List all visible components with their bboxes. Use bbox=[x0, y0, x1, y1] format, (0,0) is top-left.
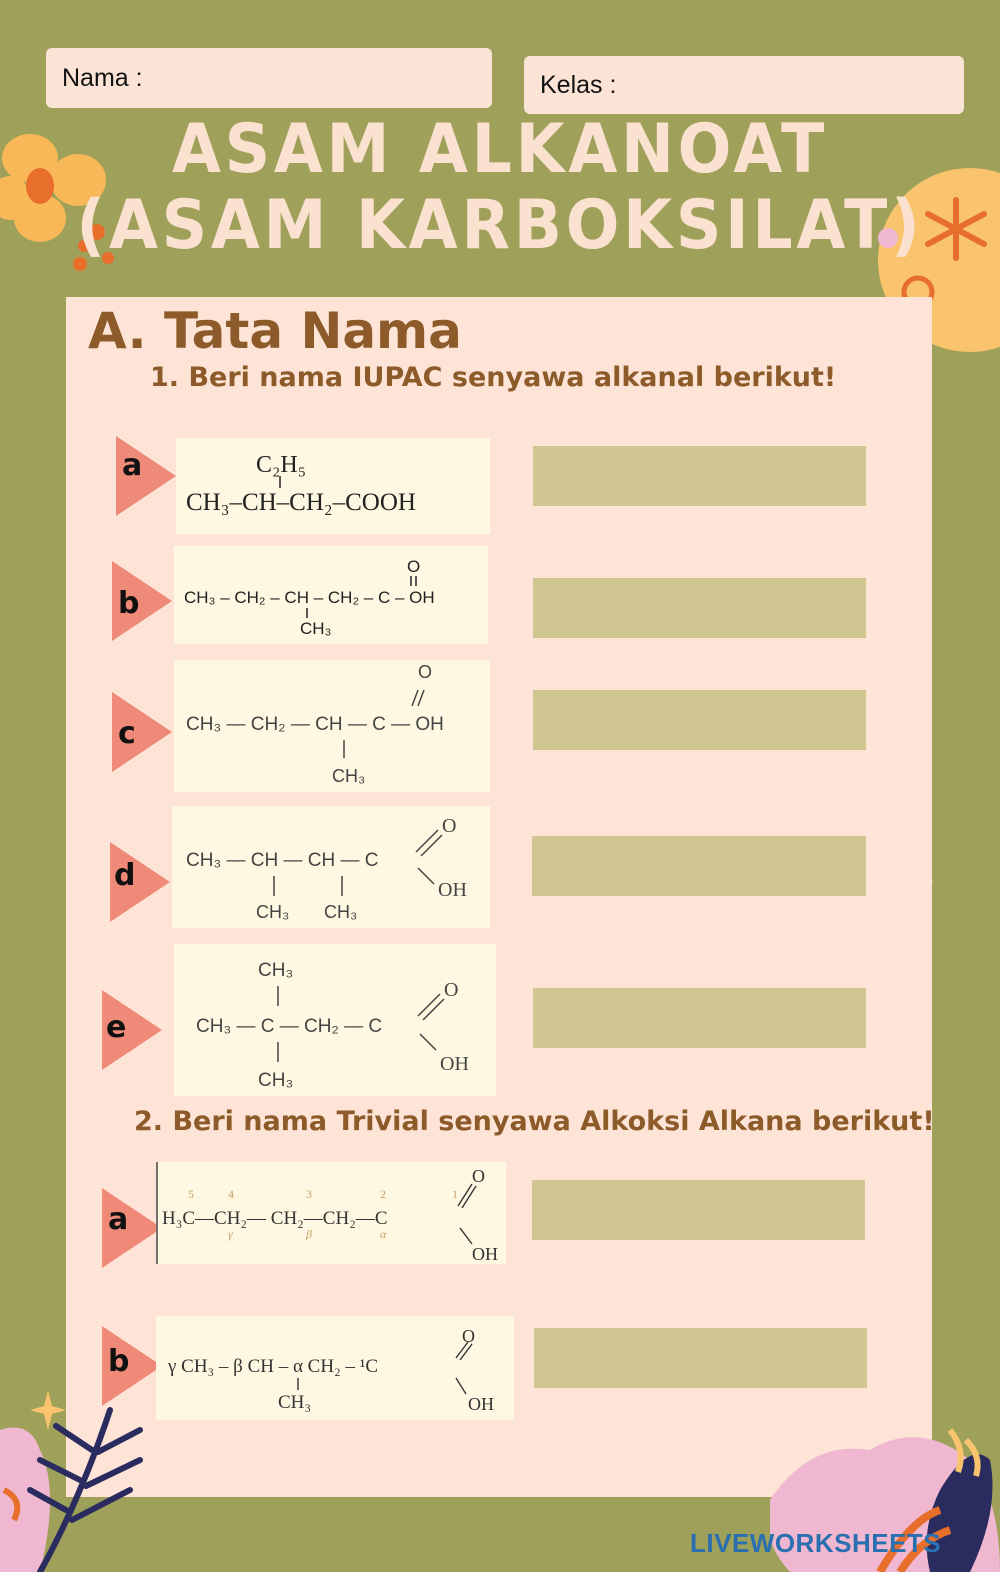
answer-1a[interactable] bbox=[533, 446, 866, 506]
nama-label: Nama : bbox=[62, 63, 143, 92]
kelas-field bbox=[524, 56, 964, 114]
question-1-prompt: 1. Beri nama IUPAC senyawa alkanal berikut! bbox=[150, 362, 837, 393]
structure-2b bbox=[156, 1316, 514, 1420]
structure-top: O bbox=[407, 557, 421, 576]
question-2-prompt: 2. Beri nama Trivial senyawa Alkoksi Alkana berikut! bbox=[134, 1106, 935, 1137]
structure-1b bbox=[174, 546, 488, 644]
item-letter: b bbox=[118, 586, 140, 621]
structure-top: CH₃ bbox=[258, 960, 294, 981]
answer-2b[interactable] bbox=[534, 1328, 867, 1388]
structure-bottom: CH₃ bbox=[258, 1070, 294, 1091]
structure-top: O bbox=[442, 815, 457, 837]
nama-input[interactable] bbox=[153, 48, 492, 108]
structure-1d bbox=[172, 806, 490, 928]
structure-oh: OH bbox=[440, 1053, 469, 1075]
carbon-number: 3 bbox=[306, 1187, 312, 1201]
greek-label: α bbox=[380, 1227, 387, 1241]
answer-1c[interactable] bbox=[533, 690, 866, 750]
structure-oh: OH bbox=[468, 1394, 494, 1414]
item-letter: c bbox=[118, 716, 136, 751]
structure-branch-2: CH₃ bbox=[324, 902, 358, 922]
structure-bottom: CH₃ bbox=[332, 766, 366, 786]
item-letter: b bbox=[108, 1344, 130, 1379]
structure-main: CH₃ – CH₂ – CH – CH₂ – C – OH bbox=[184, 588, 435, 607]
structure-o: O bbox=[444, 979, 459, 1001]
structure-bottom: CH₃ bbox=[278, 1392, 312, 1413]
structure-main: CH₃ — CH — CH — C bbox=[186, 850, 379, 871]
carbon-number: 4 bbox=[228, 1187, 234, 1201]
structure-main: γ CH₃ – β CH – α CH₂ – ¹C bbox=[168, 1356, 379, 1377]
answer-2a[interactable] bbox=[532, 1180, 865, 1240]
structure-1c bbox=[174, 660, 490, 792]
structure-main: CH₃–CH–CH₂–COOH bbox=[186, 489, 416, 516]
leaf-decoration-left bbox=[0, 1390, 170, 1572]
greek-label: β bbox=[306, 1227, 312, 1241]
structure-1e bbox=[174, 944, 496, 1096]
structure-branch-1: CH₃ bbox=[256, 902, 290, 922]
structure-2a bbox=[156, 1162, 506, 1264]
kelas-label: Kelas : bbox=[540, 70, 617, 99]
item-letter: a bbox=[108, 1202, 129, 1237]
section-heading: A. Tata Nama bbox=[88, 302, 462, 360]
item-letter: e bbox=[106, 1010, 127, 1045]
greek-label: γ bbox=[228, 1227, 233, 1241]
item-letter: a bbox=[122, 448, 143, 483]
structure-bottom: CH₃ bbox=[300, 619, 332, 638]
item-letter: d bbox=[114, 858, 136, 893]
structure-1a bbox=[176, 438, 490, 534]
nama-field bbox=[46, 48, 492, 108]
structure-top: O bbox=[418, 662, 433, 682]
carbon-number: 2 bbox=[380, 1187, 386, 1201]
title-line-1: ASAM ALKANOAT bbox=[171, 110, 829, 189]
kelas-input[interactable] bbox=[626, 56, 964, 114]
structure-oh: OH bbox=[438, 879, 467, 901]
answer-1e[interactable] bbox=[533, 988, 866, 1048]
title-line-2: (ASAM KARBOKSILAT) bbox=[76, 186, 924, 265]
structure-oh: OH bbox=[472, 1244, 498, 1264]
structure-main: H₃C—CH₂— CH₂—CH₂—C bbox=[162, 1208, 388, 1229]
brand-logo[interactable]: LIVEWORKSHEETS bbox=[690, 1528, 942, 1558]
structure-o: O bbox=[472, 1166, 485, 1186]
structure-main: CH₃ — CH₂ — CH — C — OH bbox=[186, 714, 444, 735]
answer-1b[interactable] bbox=[533, 578, 866, 638]
structure-o: O bbox=[462, 1326, 475, 1346]
answer-1d[interactable] bbox=[532, 836, 866, 896]
carbon-number: 5 bbox=[188, 1187, 194, 1201]
structure-branch: C₂H₅ bbox=[256, 452, 307, 478]
structure-main: CH₃ — C — CH₂ — C bbox=[196, 1016, 383, 1037]
carbon-number: 1 bbox=[452, 1187, 458, 1201]
